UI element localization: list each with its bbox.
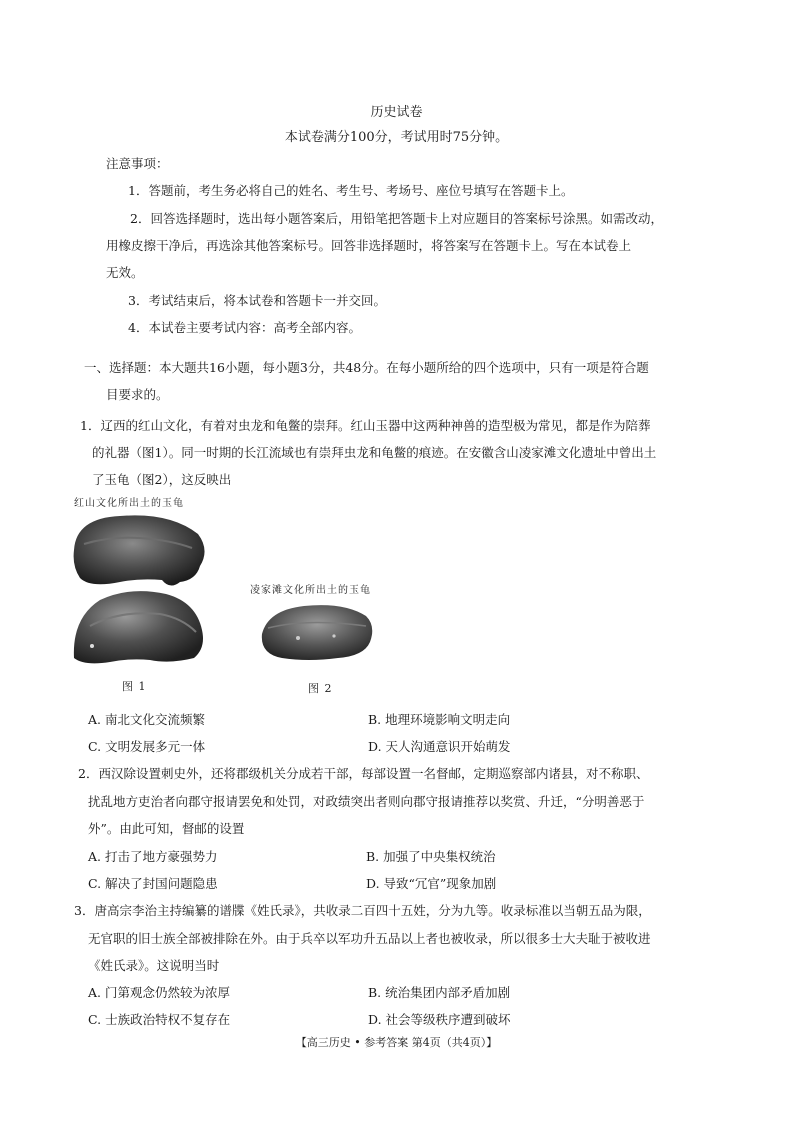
option-a[interactable]: A. 南北文化交流频繁	[88, 712, 205, 727]
question-text: 《姓氏录》。这说明当时	[88, 958, 220, 973]
option-d[interactable]: D. 社会等级秩序遭到破坏	[368, 1012, 511, 1027]
figure-2-caption: 凌家滩文化所出土的玉龟	[250, 585, 371, 596]
notice-item: 3．考试结束后，将本试卷和答题卡一并交回。	[128, 293, 386, 308]
option-b[interactable]: B. 加强了中央集权统治	[366, 849, 496, 864]
page-title: 历史试卷	[370, 105, 423, 120]
notice-item: 1．答题前，考生务必将自己的姓名、考生号、考场号、座位号填写在答题卡上。	[128, 183, 574, 198]
notice-item: 无效。	[106, 265, 144, 280]
question-text: 了玉龟（图2），这反映出	[92, 472, 232, 487]
section-heading-cont: 目要求的。	[106, 387, 169, 402]
question-text: 1．辽西的红山文化，有着对虫龙和龟鳖的崇拜。红山玉器中这两种神兽的造型极为常见，都是作为陪葬	[80, 418, 651, 433]
question-text: 3．唐高宗李治主持编纂的谱牒《姓氏录》，共收录二百四十五姓，分为九等。收录标准以当朝五品为限，	[74, 903, 651, 918]
option-d[interactable]: D. 导致“冗官”现象加剧	[366, 876, 497, 891]
question-text: 的礼器（图1）。同一时期的长江流域也有崇拜虫龙和龟鳖的痕迹。在安徽含山凌家滩文化遗址中曾出土	[92, 445, 657, 460]
option-d[interactable]: D. 天人沟通意识开始萌发	[368, 739, 511, 754]
page-footer: 【高三历史 • 参考答案 第4页（共4页）】	[295, 1036, 498, 1049]
notice-item: 2．回答选择题时，选出每小题答案后，用铅笔把答题卡上对应题目的答案标号涂黑。如需改动，	[130, 211, 663, 226]
notice-item: 4．本试卷主要考试内容：高考全部内容。	[128, 320, 361, 335]
option-a[interactable]: A. 门第观念仍然较为浓厚	[88, 985, 230, 1000]
question-text: 2．西汉除设置刺史外，还将郡级机关分成若干部，每部设置一名督邮，定期巡察部内诸县，对不称职、	[78, 766, 649, 781]
notice-item: 用橡皮擦干净后，再选涂其他答案标号。回答非选择题时，将答案写在答题卡上。写在本试卷上	[106, 238, 632, 253]
question-text: 无官职的旧士族全部被排除在外。由于兵卒以军功升五品以上者也被收录，所以很多士大夫耻于被收进	[88, 931, 651, 946]
page-subtitle: 本试卷满分100分，考试用时75分钟。	[284, 130, 509, 145]
notice-heading: 注意事项：	[106, 156, 169, 171]
figure-1-caption: 红山文化所出土的玉龟	[74, 498, 184, 509]
option-c[interactable]: C. 文明发展多元一体	[88, 739, 206, 754]
question-text: 外”。由此可知，督邮的设置	[88, 821, 245, 836]
question-text: 扰乱地方吏治者向郡守报请罢免和处罚，对政绩突出者则向郡守报请推荐以奖赏、升迁，“分明善恶于	[88, 794, 645, 809]
figure-1-label: 图 1	[122, 680, 147, 693]
jade-turtle-figure-1	[70, 508, 210, 668]
option-c[interactable]: C. 解决了封国问题隐患	[88, 876, 218, 891]
option-b[interactable]: B. 统治集团内部矛盾加剧	[368, 985, 511, 1000]
option-a[interactable]: A. 打击了地方豪强势力	[88, 849, 218, 864]
figure-2-label: 图 2	[308, 682, 333, 695]
option-c[interactable]: C. 士族政治特权不复存在	[88, 1012, 231, 1027]
jade-turtle-figure-2	[258, 598, 378, 668]
option-b[interactable]: B. 地理环境影响文明走向	[368, 712, 511, 727]
section-heading: 一、选择题：本大题共16小题，每小题3分，共48分。在每小题所给的四个选项中，只有一项是符合题	[84, 360, 649, 375]
